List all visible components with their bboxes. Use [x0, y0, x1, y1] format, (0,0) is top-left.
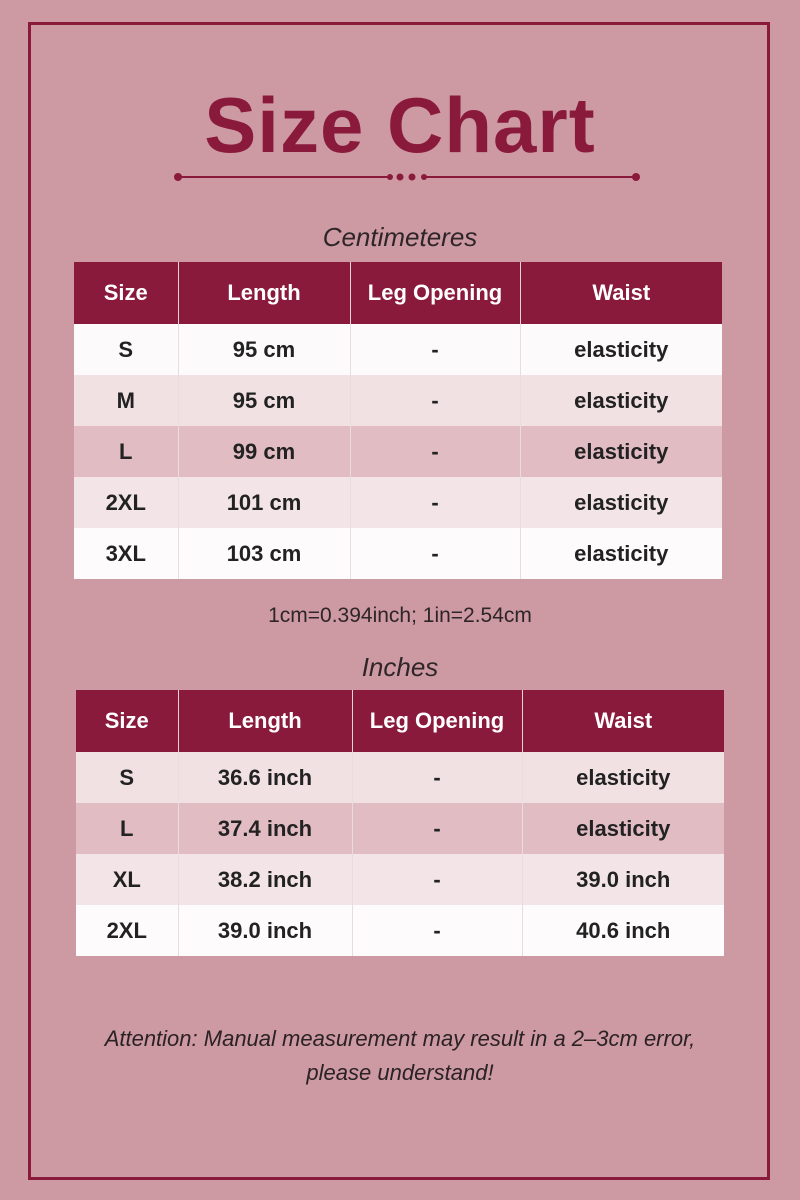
cm-table-header-row: [74, 262, 722, 324]
cell-waist: elasticity: [520, 426, 722, 477]
table-row: [74, 426, 722, 477]
cell-length: 95 cm: [178, 324, 350, 375]
decorative-divider-icon: [172, 170, 642, 184]
cell-waist: elasticity: [522, 752, 724, 803]
cell-waist: elasticity: [520, 375, 722, 426]
cell-leg-opening: -: [350, 426, 520, 477]
cell-leg-opening: -: [352, 854, 522, 905]
cell-leg-opening: -: [352, 803, 522, 854]
cell-length: 39.0 inch: [178, 905, 352, 956]
cell-leg-opening: -: [350, 375, 520, 426]
cell-leg-opening: -: [352, 752, 522, 803]
cell-size: M: [74, 375, 178, 426]
cell-size: 3XL: [74, 528, 178, 579]
cell-size: S: [74, 324, 178, 375]
cell-length: 38.2 inch: [178, 854, 352, 905]
cell-length: 36.6 inch: [178, 752, 352, 803]
page-border-frame: [28, 22, 770, 1180]
table-row: [76, 803, 724, 854]
table-row: [76, 905, 724, 956]
cell-waist: elasticity: [522, 803, 724, 854]
attention-line-2: please understand!: [306, 1060, 494, 1085]
table-row: [74, 528, 722, 579]
cm-section-heading: Centimeteres: [322, 222, 478, 252]
table-row: [74, 324, 722, 375]
cell-size: S: [76, 752, 178, 803]
cell-size: 2XL: [74, 477, 178, 528]
cell-leg-opening: -: [350, 477, 520, 528]
cell-size: 2XL: [76, 905, 178, 956]
cm-size-table: [74, 262, 722, 579]
column-header-size: Size: [74, 262, 178, 324]
cell-length: 37.4 inch: [178, 803, 352, 854]
table-row: [76, 752, 724, 803]
inch-size-table: [76, 690, 724, 956]
cell-length: 99 cm: [178, 426, 350, 477]
cell-size: XL: [76, 854, 178, 905]
cell-size: L: [76, 803, 178, 854]
cell-length: 103 cm: [178, 528, 350, 579]
column-header-length: Length: [178, 690, 352, 752]
page-title: Size Chart: [204, 81, 596, 169]
column-header-leg-opening: Leg Opening: [350, 262, 520, 324]
cell-leg-opening: -: [350, 324, 520, 375]
table-row: [76, 854, 724, 905]
attention-note: [60, 1022, 740, 1090]
cell-waist: elasticity: [520, 477, 722, 528]
cell-length: 95 cm: [178, 375, 350, 426]
cell-waist: elasticity: [520, 528, 722, 579]
cell-leg-opening: -: [352, 905, 522, 956]
table-row: [74, 375, 722, 426]
column-header-leg-opening: Leg Opening: [352, 690, 522, 752]
table-row: [74, 477, 722, 528]
column-header-length: Length: [178, 262, 350, 324]
inch-table-header-row: [76, 690, 724, 752]
cell-leg-opening: -: [350, 528, 520, 579]
column-header-waist: Waist: [520, 262, 722, 324]
attention-line-1: Attention: Manual measurement may result in a 2–3cm error,: [104, 1026, 696, 1051]
cell-waist: elasticity: [520, 324, 722, 375]
conversion-note: 1cm=0.394inch; 1in=2.54cm: [268, 604, 532, 627]
cell-waist: 40.6 inch: [522, 905, 724, 956]
column-header-waist: Waist: [522, 690, 724, 752]
cell-size: L: [74, 426, 178, 477]
cell-length: 101 cm: [178, 477, 350, 528]
column-header-size: Size: [76, 690, 178, 752]
cell-waist: 39.0 inch: [522, 854, 724, 905]
inch-section-heading: Inches: [361, 652, 439, 682]
